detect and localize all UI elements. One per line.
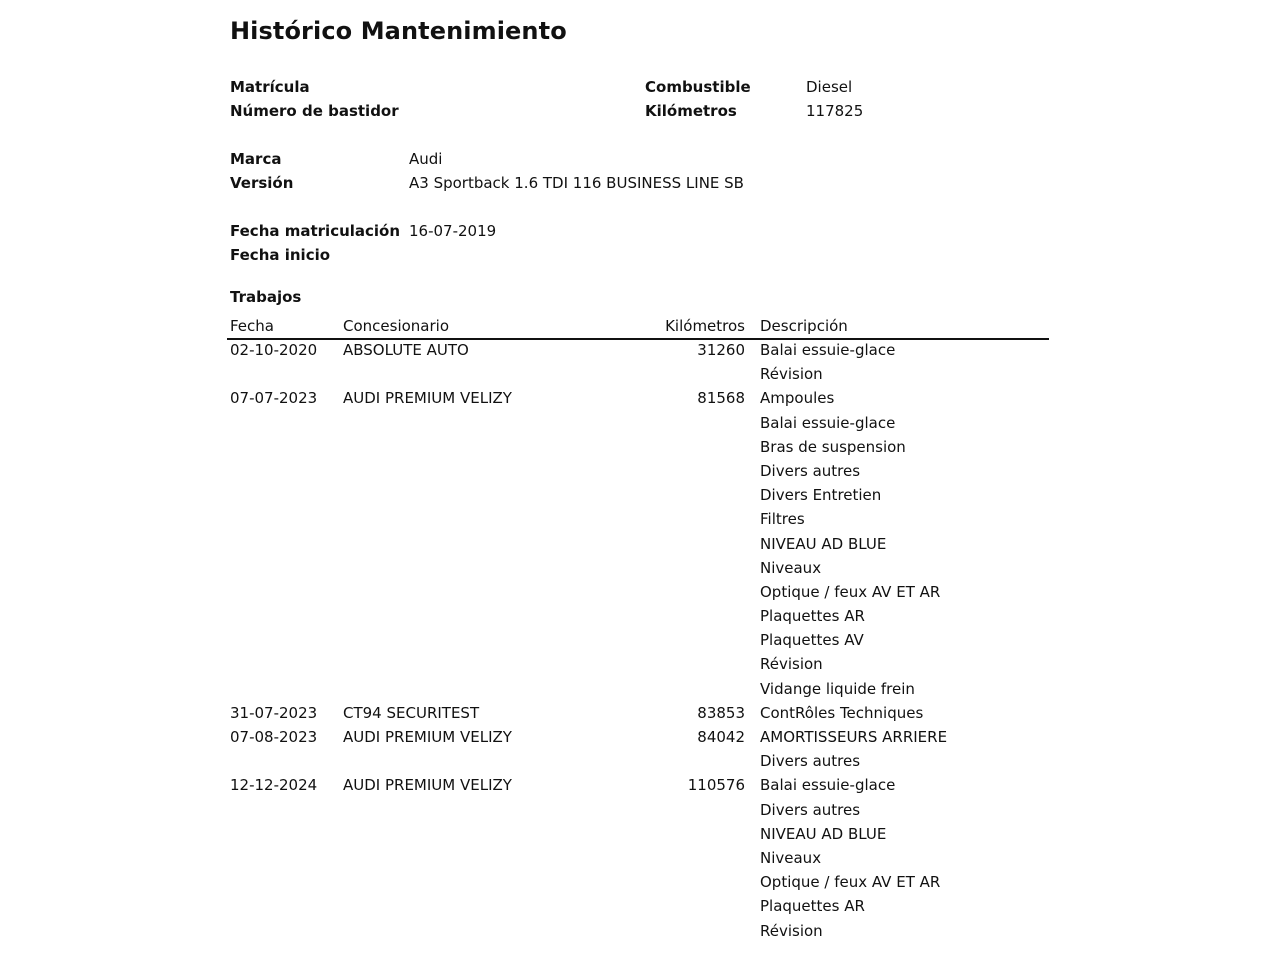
cell-descripcion: Divers autres <box>760 800 861 819</box>
fecha-matriculacion-value: 16-07-2019 <box>409 222 497 240</box>
matricula-label: Matrícula <box>230 78 310 96</box>
table-row <box>227 846 1049 870</box>
table-row <box>227 798 1049 822</box>
table-row <box>227 677 1049 701</box>
cell-descripcion: Vidange liquide frein <box>760 679 915 698</box>
cell-descripcion: Niveaux <box>760 558 822 577</box>
table-row <box>227 507 1049 531</box>
column-header-kilometros: Kilómetros <box>665 317 745 335</box>
fecha-matriculacion-label: Fecha matriculación <box>230 222 401 240</box>
cell-descripcion: NIVEAU AD BLUE <box>760 534 887 553</box>
cell-descripcion: Ampoules <box>760 389 835 408</box>
table-row <box>227 701 1049 725</box>
page-title: Histórico Mantenimiento <box>230 17 567 45</box>
cell-concesionario: AUDI PREMIUM VELIZY <box>343 776 512 795</box>
cell-descripcion: Optique / feux AV ET AR <box>760 582 941 601</box>
cell-descripcion: Bras de suspension <box>760 437 906 456</box>
table-row <box>227 919 1049 943</box>
table-row <box>227 894 1049 918</box>
version-label: Versión <box>230 174 294 192</box>
table-header <box>227 314 1049 340</box>
combustible-label: Combustible <box>645 78 751 96</box>
cell-descripcion: Balai essuie-glace <box>760 341 896 359</box>
table-row <box>227 459 1049 483</box>
cell-fecha: 31-07-2023 <box>230 703 318 722</box>
cell-kilometros: 110576 <box>687 776 745 795</box>
cell-fecha: 07-07-2023 <box>230 389 318 408</box>
cell-fecha: 12-12-2024 <box>230 776 318 795</box>
cell-kilometros: 83853 <box>697 703 745 722</box>
cell-descripcion: NIVEAU AD BLUE <box>760 824 887 843</box>
table-row <box>227 386 1049 410</box>
cell-descripcion: Divers autres <box>760 461 861 480</box>
cell-descripcion: Optique / feux AV ET AR <box>760 873 941 892</box>
table-row <box>227 532 1049 556</box>
table-row <box>227 773 1049 797</box>
cell-descripcion: Plaquettes AV <box>760 631 864 650</box>
cell-descripcion: Plaquettes AR <box>760 897 865 916</box>
bastidor-label: Número de bastidor <box>230 102 399 120</box>
cell-descripcion: ContRôles Techniques <box>760 703 924 722</box>
combustible-value: Diesel <box>806 78 853 96</box>
table-row <box>227 483 1049 507</box>
table-row <box>227 580 1049 604</box>
cell-descripcion: AMORTISSEURS ARRIERE <box>760 728 948 746</box>
column-header-concesionario: Concesionario <box>343 317 450 335</box>
kilometros-value: 117825 <box>806 102 864 120</box>
cell-descripcion: Divers autres <box>760 752 861 771</box>
cell-concesionario: ABSOLUTE AUTO <box>343 341 469 359</box>
column-header-descripcion: Descripción <box>760 317 848 335</box>
cell-descripcion: Révision <box>760 921 823 940</box>
cell-fecha: 07-08-2023 <box>230 728 318 746</box>
table-row <box>227 822 1049 846</box>
cell-concesionario: AUDI PREMIUM VELIZY <box>343 728 512 746</box>
cell-fecha: 02-10-2020 <box>230 341 318 359</box>
table-row <box>227 604 1049 628</box>
fecha-inicio-label: Fecha inicio <box>230 246 331 264</box>
column-header-fecha: Fecha <box>230 317 274 335</box>
cell-kilometros: 31260 <box>697 341 745 359</box>
table-row <box>227 556 1049 580</box>
table-row <box>227 749 1049 773</box>
table-row <box>227 628 1049 652</box>
cell-kilometros: 81568 <box>697 389 745 408</box>
cell-descripcion: Niveaux <box>760 848 822 867</box>
trabajos-table-body <box>227 338 1049 943</box>
table-row <box>227 338 1049 362</box>
cell-descripcion: Filtres <box>760 510 805 529</box>
marca-label: Marca <box>230 150 282 168</box>
cell-descripcion: Balai essuie-glace <box>760 413 896 432</box>
table-row <box>227 652 1049 676</box>
cell-concesionario: CT94 SECURITEST <box>343 703 480 722</box>
cell-descripcion: Révision <box>760 655 823 674</box>
cell-descripcion: Révision <box>760 365 823 384</box>
cell-descripcion: Divers Entretien <box>760 486 882 505</box>
cell-kilometros: 84042 <box>697 728 745 746</box>
table-row <box>227 725 1049 749</box>
marca-value: Audi <box>409 150 443 168</box>
cell-descripcion: Balai essuie-glace <box>760 776 896 795</box>
table-row <box>227 435 1049 459</box>
table-row <box>227 870 1049 894</box>
table-row <box>227 362 1049 386</box>
table-row <box>227 411 1049 435</box>
trabajos-title: Trabajos <box>230 288 302 306</box>
kilometros-label: Kilómetros <box>645 102 737 120</box>
cell-descripcion: Plaquettes AR <box>760 607 865 626</box>
version-value: A3 Sportback 1.6 TDI 116 BUSINESS LINE SB <box>409 174 744 192</box>
cell-concesionario: AUDI PREMIUM VELIZY <box>343 389 512 408</box>
